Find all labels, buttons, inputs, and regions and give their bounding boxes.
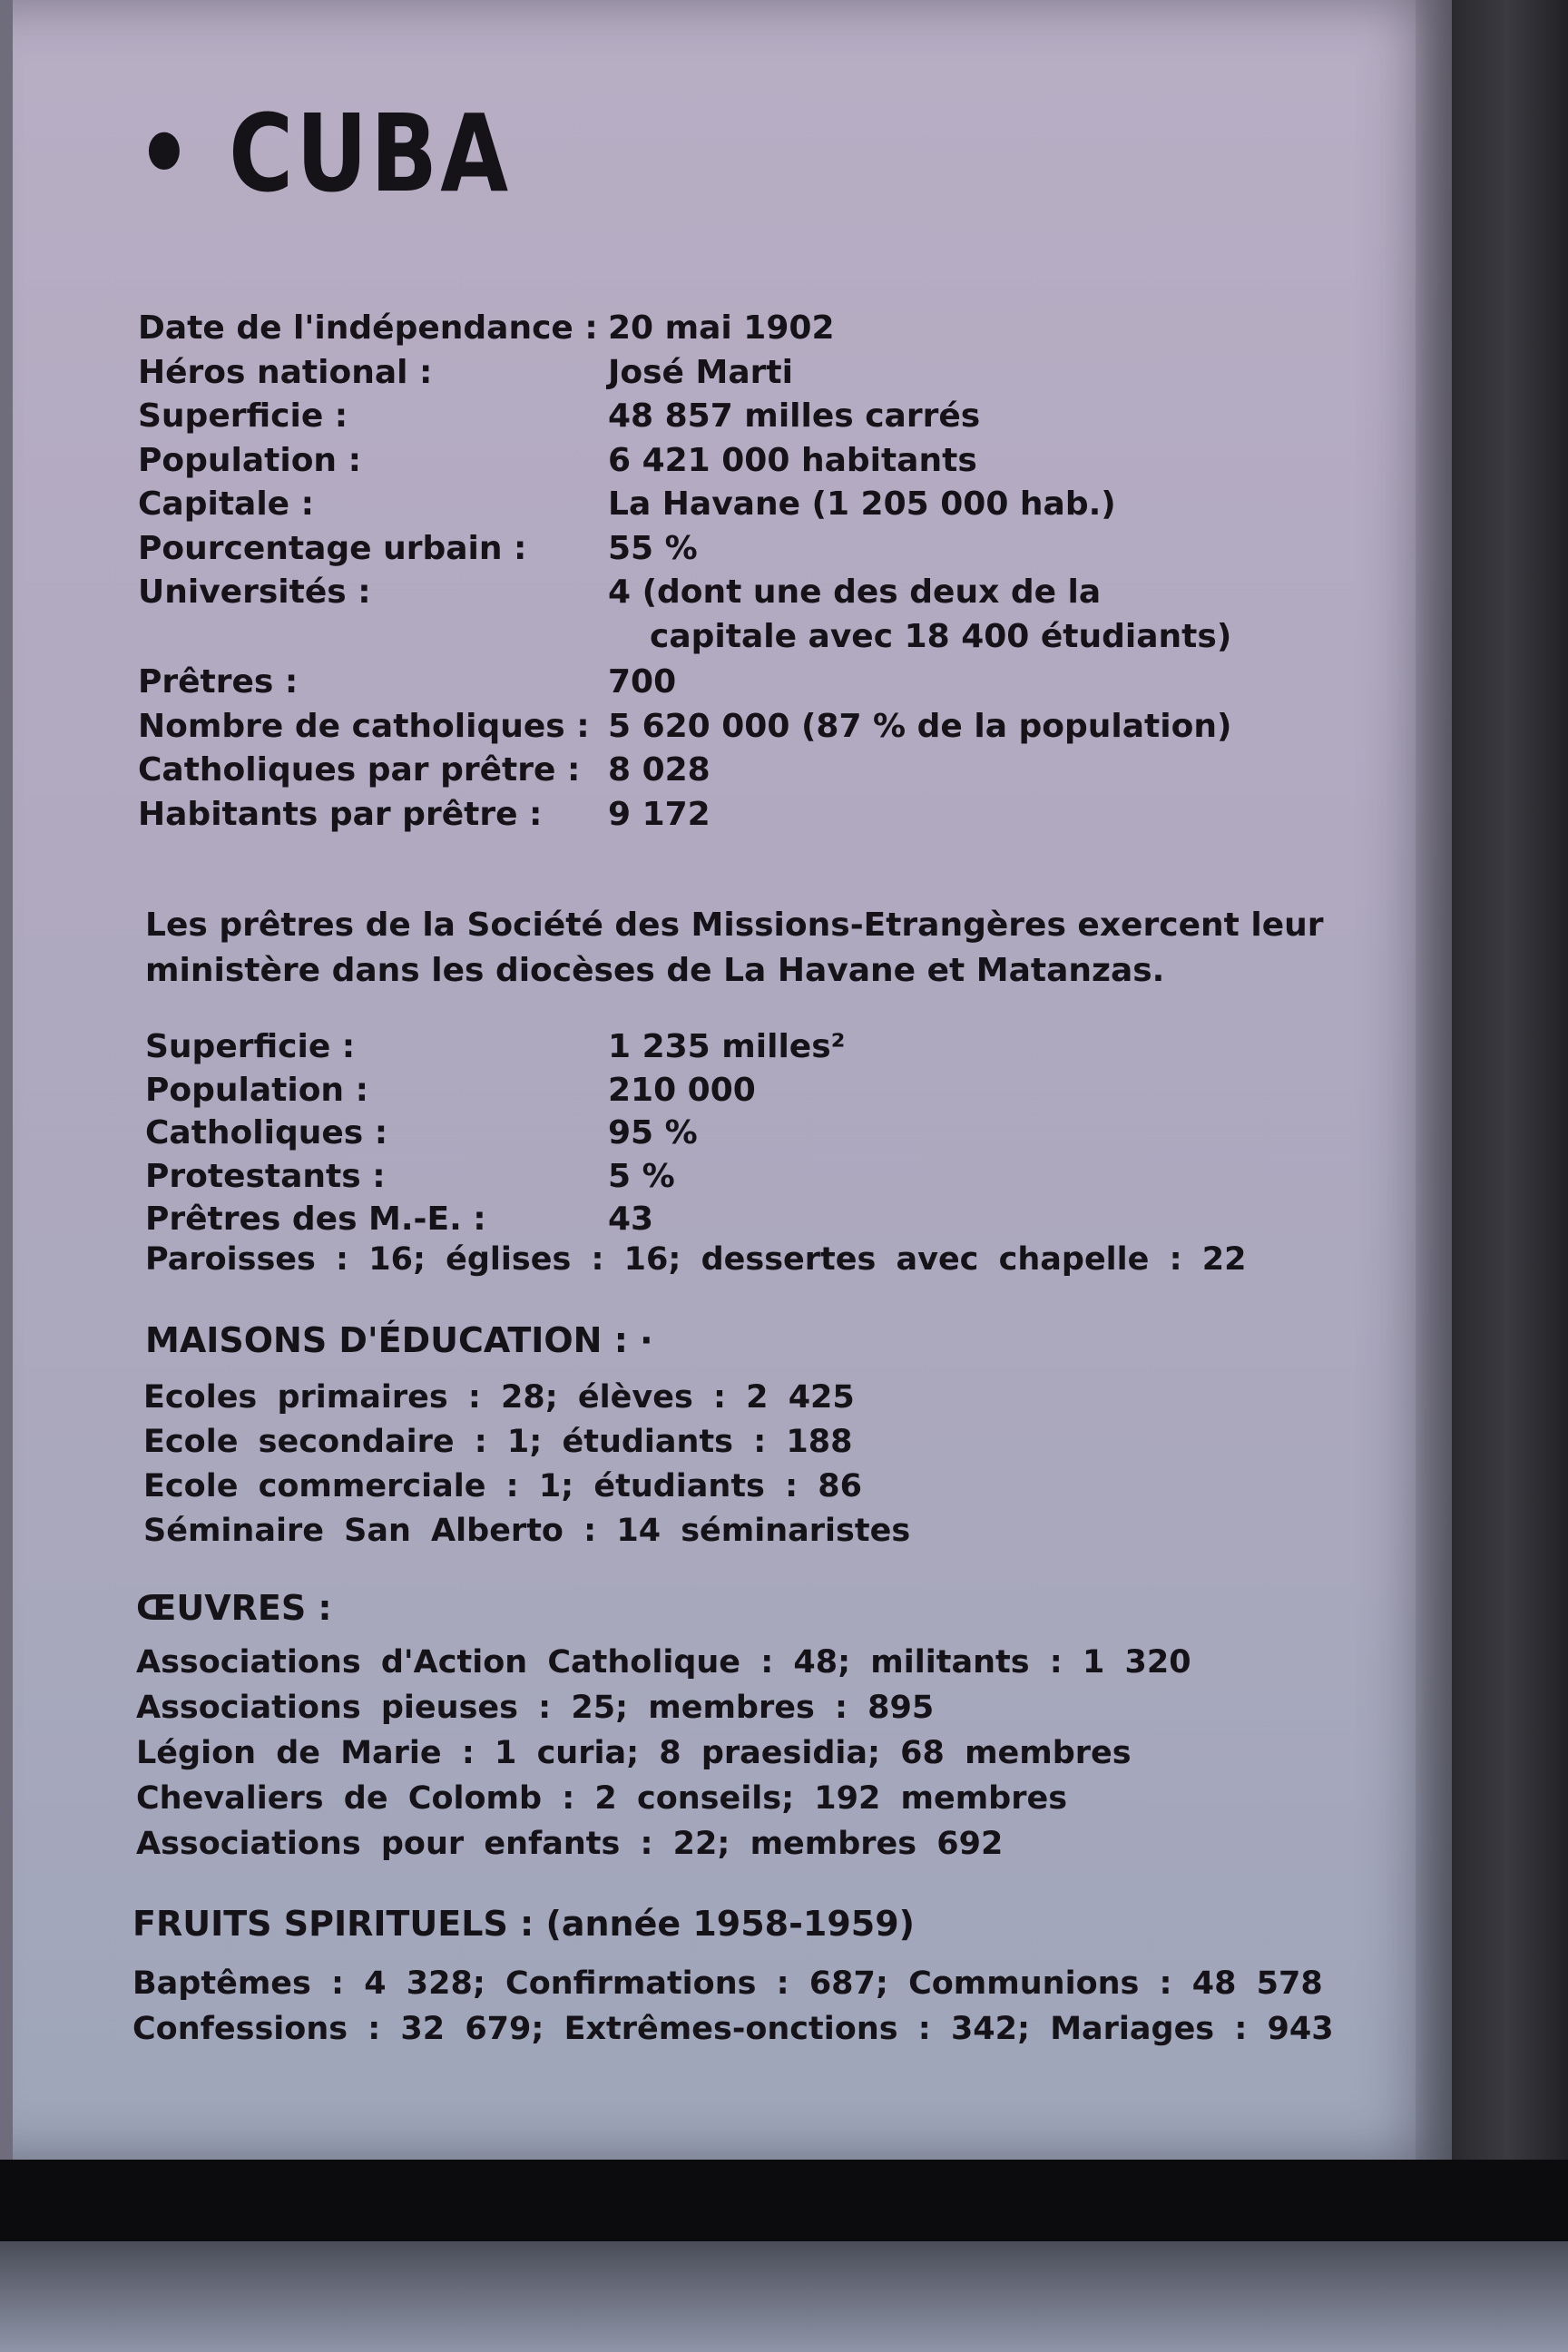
fact-value: 95 % — [608, 1114, 698, 1152]
fact-label: Catholiques : — [145, 1114, 388, 1152]
fact-value: José Marti — [608, 353, 793, 391]
fact-label: Protestants : — [145, 1157, 386, 1195]
text-line: Ecole secondaire : 1; étudiants : 188 — [143, 1424, 853, 1460]
fact-label: Population : — [145, 1071, 368, 1109]
fact-value: 48 857 milles carrés — [608, 397, 981, 435]
works-heading: ŒUVRES : — [136, 1588, 332, 1628]
fact-label: Superficie : — [145, 1028, 356, 1065]
fact-label: Prêtres : — [138, 663, 299, 701]
fact-label: Pourcentage urbain : — [138, 529, 527, 567]
text-line: Légion de Marie : 1 curia; 8 praesidia; 68 membres — [136, 1735, 1132, 1771]
fact-label: Prêtres des M.-E. : — [145, 1200, 486, 1238]
fact-label: Population : — [138, 441, 361, 479]
fact-label: Habitants par prêtre : — [138, 795, 543, 833]
text-line: Ecoles primaires : 28; élèves : 2 425 — [143, 1379, 855, 1416]
text-line: Séminaire San Alberto : 14 séminaristes — [143, 1513, 911, 1549]
fact-value: 6 421 000 habitants — [608, 441, 977, 479]
fact-value: La Havane (1 205 000 hab.) — [608, 485, 1116, 523]
fact-label: Nombre de catholiques : — [138, 707, 590, 745]
fact-label: Superficie : — [138, 397, 348, 435]
fact-value: 20 mai 1902 — [608, 309, 835, 347]
fact-value: 43 — [608, 1200, 654, 1238]
fact-label: Catholiques par prêtre : — [138, 751, 581, 789]
fact-value: 700 — [608, 663, 677, 701]
fact-value: 210 000 — [608, 1071, 756, 1109]
fact-value: capitale avec 18 400 étudiants) — [650, 617, 1232, 655]
text-line: Chevaliers de Colomb : 2 conseils; 192 membres — [136, 1780, 1068, 1817]
text-line: Associations pieuses : 25; membres : 895 — [136, 1690, 935, 1726]
text-line: Associations d'Action Catholique : 48; militants : 1 320 — [136, 1644, 1191, 1681]
fact-value: 55 % — [608, 529, 698, 567]
text-line: Associations pour enfants : 22; membres 692 — [136, 1826, 1004, 1862]
fact-label: Universités : — [138, 573, 371, 611]
text-line: Baptêmes : 4 328; Confirmations : 687; Communions : 48 578 — [132, 1965, 1323, 2002]
fact-value: 4 (dont une des deux de la — [608, 573, 1102, 611]
fact-label: Héros national : — [138, 353, 433, 391]
text-line: Confessions : 32 679; Extrêmes-onctions : 342; Mariages : 943 — [132, 2011, 1334, 2047]
text-line: ministère dans les diocèses de La Havane et Matanzas. — [145, 952, 1165, 989]
fact-value: 5 620 000 (87 % de la population) — [608, 707, 1232, 745]
fact-value: 1 235 milles² — [608, 1028, 846, 1065]
fruits-heading: FRUITS SPIRITUELS : (année 1958-1959) — [132, 1904, 916, 1944]
education-heading: MAISONS D'ÉDUCATION : · — [145, 1320, 653, 1360]
page-title: • CUBA — [136, 91, 512, 216]
text-line: Ecole commerciale : 1; étudiants : 86 — [143, 1468, 862, 1504]
parishes-line: Paroisses : 16; églises : 16; dessertes avec chapelle : 22 — [145, 1241, 1247, 1278]
fact-value: 8 028 — [608, 751, 710, 789]
fact-label: Capitale : — [138, 485, 315, 523]
background-sheet — [0, 2241, 1568, 2352]
fact-value: 5 % — [608, 1157, 675, 1195]
fact-value: 9 172 — [608, 795, 710, 833]
fact-label: Date de l'indépendance : — [138, 309, 598, 347]
text-line: Les prêtres de la Société des Missions-Etrangères exercent leur — [145, 906, 1324, 944]
